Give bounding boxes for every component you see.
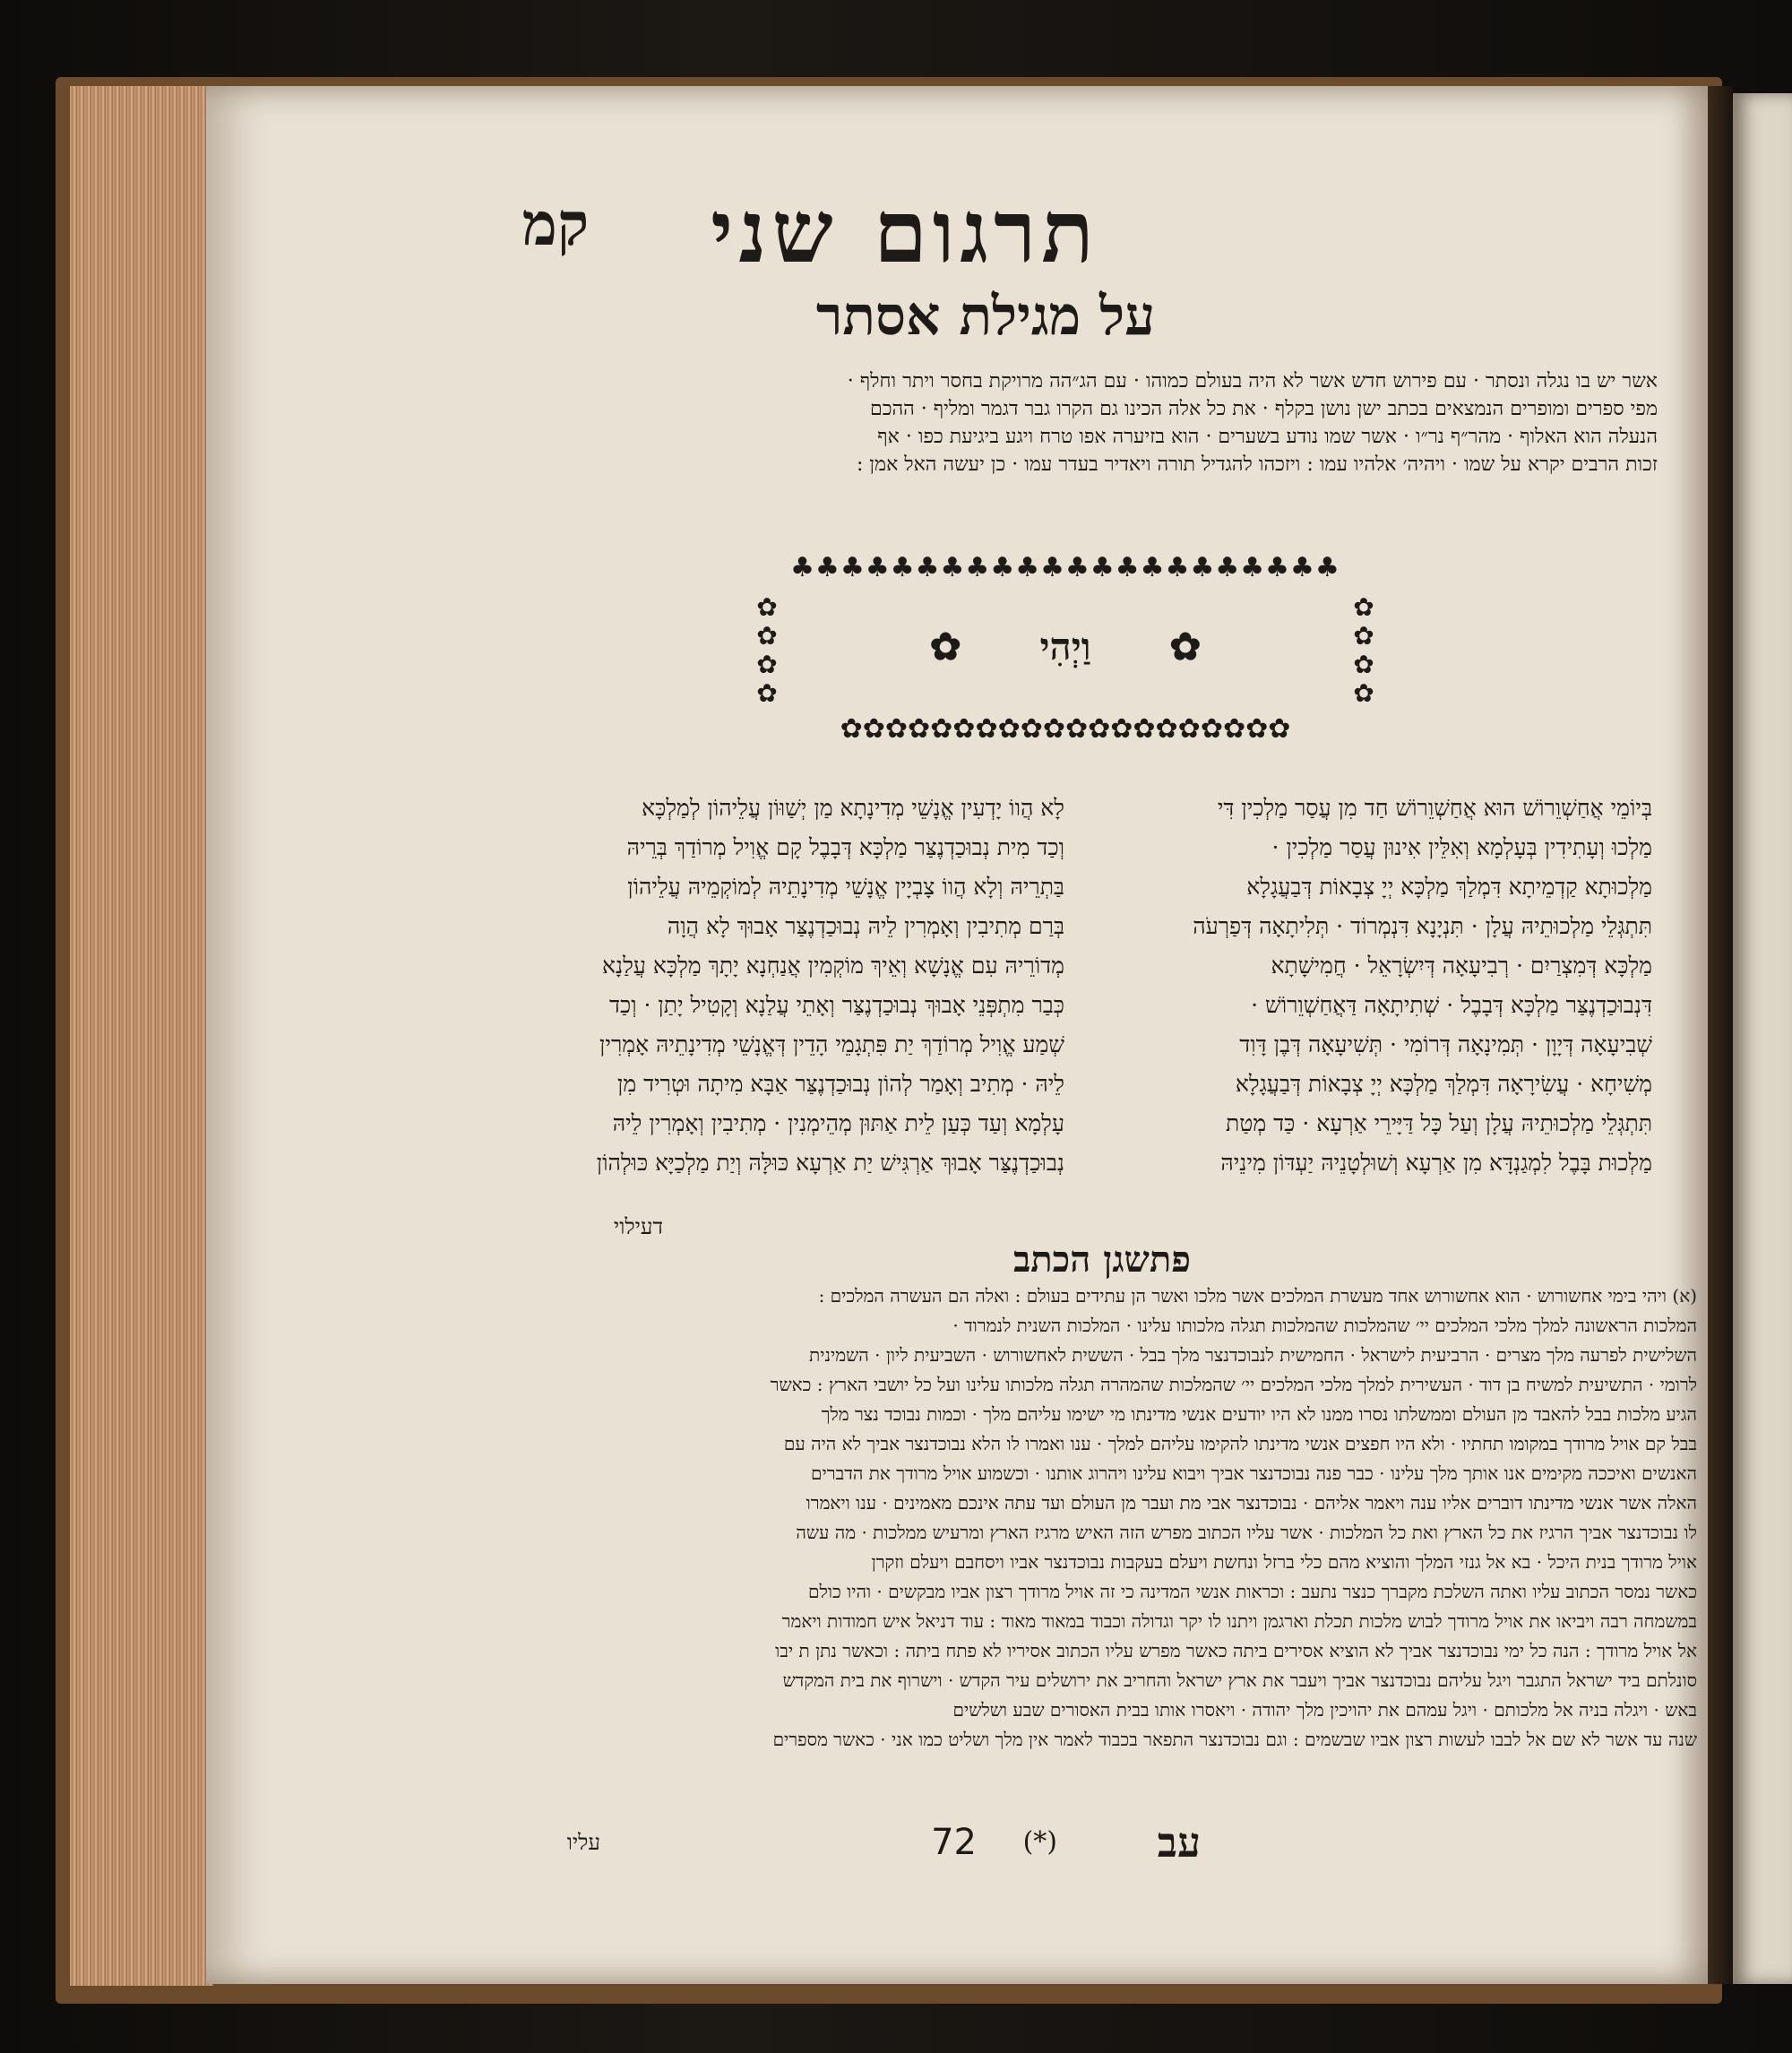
targum-line: בַּתְרֵיהּ וְלָא הֲווֹ צָבְיָין אֱנָשֵׁי מְדִינָתֵיהּ לְמוֹקְמֵיהּ עֲלֵיהוֹן [627,874,1064,900]
targum-line: מְשִׁיחָא · עֲשִׂירָאָה דִּמְלַךְ מַלְכָּא יְיָ צְבָאוֹת דְּבַעֲגָלָא [1235,1071,1652,1097]
facing-page-edge [1733,93,1792,1984]
targum-line: תִּתְגְּלֵי מַלְכוּתֵיהּ עֲלָן · תִּנְיָנָא דִּנְמְרוֹד · תְּלִיתָאָה דְּפַרְעֹה [1193,913,1652,939]
targum-line: שְׁמַע אֱוִיל מְרוֹדַךְ יַת פִּתְגָמֵי הָדֵין דְּאֱנָשֵׁי מְדִינָתֵיהּ אָמְרִין [599,1031,1064,1057]
targum-line: מַלְכוּת בָּבֶל לִמְגַנְדָּא מִן אַרְעָא וְשׁוּלְטָנֵיהּ יַעְדּוֹן מִינֵיהּ [1220,1150,1652,1176]
commentary-line: לרומי · התשיעית למשיח בן דוד · העשירית למלך מלכי המלכים יי׳ שהמלכות שהמהרה תגלה מלכותו עלינו ועל כל יושבי הארץ : כאשר [770,1374,1697,1395]
targum-line: בְּיוֹמֵי אֲחַשְׁוֵרוֹשׁ הוּא אֲחַשְׁוֵרוֹשׁ חַד מִן עֲסַר מַלְכִין דִּי [1217,795,1652,821]
catchword: דעילוי [613,1214,663,1239]
commentary-line: השלישית לפרעה מלך מצרים · הרביעית לישראל · החמישית לנבוכדנצר מלך בבל · הששית לאחשורוש · השביעית ליון · השמינית [809,1344,1697,1366]
targum-line: לָא הֲווֹ יָדְעִין אֱנָשֵׁי מְדִינָתָא מַן יְשַׁוּוֹן עֲלֵיהוֹן לְמַלְכָּא [642,795,1064,821]
page-subtitle: על מגילת אסתר [815,285,1156,348]
ornamental-frame [749,548,1382,749]
commentary-line: כאשר נמסר הכתוב עליו ואתה השלכת מקברך כנצר נתעב : וכראות אנשי המדינה כי זה אויל מרודך רצון אביו מבקשים · והיו כולם [808,1581,1697,1602]
title-preface [403,367,1658,479]
targum-line: מְדוֹרֵיהּ עִם אֱנָשָׁא וְאֵיךְ מוֹקְמִין אֲנַחְנָא יָתָךְ מַלְכָּא עֲלַנָא [601,953,1064,979]
commentary-title: פתשגן הכתב [1012,1238,1192,1281]
commentary-line: האלה אשר אנשי מדינתו דוברים אליו ענה ויאמר אליהם · נבוכדנצר אבי מת ועבר מן העולם ועד עתה אינכם מאמינים · ענו ויאמרו [806,1492,1697,1514]
page-footer [430,1816,1505,1869]
page-edges [70,86,213,1986]
commentary-line: המלכות הראשונה למלך מלכי המלכים יי׳ שהמלכות שהמלכות תגלה מלכותו עלינו · המלכות השנית לנמרוד · [952,1315,1697,1336]
star-ornament-icon: ✿ [1169,625,1202,669]
ornament-border-top: ♣♣♣♣♣♣♣♣♣♣♣♣♣♣♣♣♣♣♣♣♣♣ [790,552,1340,583]
commentary-line: באש · ויגלה בניה אל מלכותם · ויגל עמהם את יהויכין מלך יהודה · ויאסרו אותו בבית האסורים שבע ושלשים [952,1699,1697,1721]
targum-line: בְּרַם מְתִיבִין וְאָמְרִין לֵיהּ נְבוּכַדְנֶצַּר אָבוּךְ לָא הֲוָה [667,913,1064,939]
preface-line: אשר יש בו נגלה ונסתר · עם פירוש חדש אשר לא היה בעולם כמוהו · עם הג״הה מרויקת בחסר ויתר וחלף · [847,370,1658,392]
commentary-line: בבל קם אויל מרודך במקומו תחתיו · ולא היו חפצים אנשי מדינתו להקימו עליהם למלך · ענו ואמרו לו הלא נבוכדנצר אביך לא היה עם [783,1433,1697,1454]
preface-line: הנעלה הוא האלוף · מהר״ף נר״ו · אשר שמו נודע בשערים · הוא בזיערה אפו טרח ויגע ביגיעת כפו · אף [877,426,1658,448]
targum-line: דִּנְבוּכַדְנֶצַּר מַלְכָּא דְּבָבֶל · שְׁתִיתָאָה דַּאֲחַשְׁוֵרוֹשׁ · [1251,992,1652,1018]
signature-mark: עב [1157,1818,1201,1867]
preface-line: זכות הרבים יקרא על שמו · ויהיה׳ אלהיו עמו : ויזכהו להגדיל תורה ויאדיר בעדר עמו · כן יעשה האל אמן : [857,453,1658,476]
commentary-line: האנשים ואיככה מקימים אנו אותך מלך עלינו · כבר פנה נבוכדנצר אביך ויבוא עלינו ויהרוג אותנו · וכשמוע אויל מרודך את הדברים [811,1462,1697,1484]
ornament-initial-word [857,620,1274,674]
commentary-line: במשמחה רבה ויביאו את אויל מרודך לבוש מלכות תכלת וארגמן ויתנו לו יקר וגדולה וכבוד במאוד מאוד : עוד דניאל איש חמודות ויאמר [781,1610,1697,1632]
ornament-border-right: ✿ ✿ ✿ ✿ [1353,592,1374,708]
targum-line: תִּתְגְּלֵי מַלְכוּתֵיהּ עֲלָן וְעַל כָּל דַּיָּירֵי אַרְעָא · כַּד מְטַת [1226,1110,1652,1136]
page-number: 72 [931,1822,977,1863]
targum-line: וְכַד מִית נְבוּכַדְנֶצַּר מַלְכָּא דְּבָבֶל קָם אֱוִיל מְרוֹדַךְ בְּרֵיהּ [626,834,1064,860]
targum-line: מַלְכָּא דְּמִצְרַיִם · רְבִיעָאָה דְּיִשְׂרָאֵל · חֲמִישָׁתָא [1271,953,1652,979]
book-gutter [1708,86,1733,1984]
targum-line: שְׁבִיעָאָה דְּיָוָן · תְּמִינָאָה דְּרוֹמִי · תְּשִׁיעָאָה דְּבֶן דָּוִד [1239,1031,1652,1057]
preface-line: מפי ספרים ומופרים הנמצאים בכתב ישן נושן בקלף · את כל אלה הכינו גם הקרו גבר דגמר ומליף · ההכם [869,398,1658,420]
commentary-line: אל אויל מרודך : הנה כל ימי נבוכדנצר אביך לא הוציא אסירים ביתה כאשר מפרש עליו הכתוב אסיריו לא פתח ביתה : וכאשר נתן ת יבו [775,1640,1697,1661]
footnote-mark: (*) [1022,1826,1057,1858]
targum-column-left [444,789,1064,1183]
commentary-line: סונלתם ביד ישראל התגבר ויגל עליהם נבוכדנצר אביך ויעבר את ארץ ישראל והחריב את ירושלים עיר הקדש · וישרוף את בית המקדש [782,1669,1697,1691]
folio-number: קמ [521,189,590,259]
targum-line: נְבוּכַדְנֶצַּר אָבוּךְ אַרְגִּישׁ יַת אַרְעָא כּוּלָּהּ וְיַת מַלְכַיָּא כּוּלְהוֹן [596,1150,1064,1176]
commentary-block [416,1281,1697,1755]
commentary-line: שנה עד אשר לא שם אל לבבו לעשות רצון אביו שבשמים : וגם נבוכדנצר התפאר בכבוד לאמר אין מלך ושליט כמו אני · כאשר מספרים [772,1729,1697,1750]
footer-catchword: עליו [566,1830,600,1855]
targum-line: מַלְכוּ וְעָתִידִין בְּעָלְמָא וְאִלֵּין אִינוּן עֲסַר מַלְכִין · [1271,834,1652,860]
page-title: תרגום שני [711,181,1099,282]
ornament-border-left: ✿ ✿ ✿ ✿ [756,592,778,708]
commentary-line: הגיע מלכות בבל להאבד מן העולם וממשלתו נסרו ממנו לא היו יודעים אנשי מדינתו מי ישימו עליהם מלך · וכמות נבוכד נצר מלך [821,1403,1697,1425]
commentary-line: לו נבוכדנצר אביך הרגיז את כל הארץ ואת כל המלכות · אשר עליו הכתוב מפרש הזה האיש מרגיז הארץ ומרעיש ממלכות · מה עשה [796,1522,1697,1543]
commentary-line: אויל מרודך בנית היכל · בא אל גנזי המלך והוציא מהם כלי ברזל ונחשת ויעלם בעקבות נבוכדנצר אביו ויסחבם ויעלם וזקרן [871,1551,1697,1573]
targum-line: לֵיהּ · מְתִיב וְאָמַר לְהוֹן נְבוּכַדְנֶצַּר אַבָּא מִיתָה וּטְרִיד מִן [616,1071,1064,1097]
targum-line: כְּבַר מִתְפְּנֵי אָבוּךְ נְבוּכַדְנֶצַּר וְאָתֵי עֲלַנָא וְקָטִיל יָתַן · וְכַד [608,992,1064,1018]
targum-line: מַלְכוּתָא קַדְמֵיתָא דִּמְלַךְ מַלְכָּא יְיָ צְבָאוֹת דְּבַעֲגָלָא [1246,874,1652,900]
commentary-line: (א) ויהי בימי אחשורוש · הוא אחשורוש אחד מעשרת המלכים אשר מלכו ואשר הן עתידים בעולם : ואלה הם העשרה המלכים : [818,1285,1697,1307]
star-ornament-icon: ✿ [929,625,961,669]
targum-column-right [1088,789,1652,1183]
ornament-border-bottom: ✿✿✿✿✿✿✿✿✿✿✿✿✿✿✿✿✿✿✿✿ [840,713,1291,745]
initial-word: וַיְהִי [1039,625,1091,669]
targum-line: עָלְמָא וְעַד כְּעַן לֵית אַתּוּן מְהֵימְנִין · מְתִיבִין וְאָמְרִין לֵיהּ [612,1110,1064,1136]
